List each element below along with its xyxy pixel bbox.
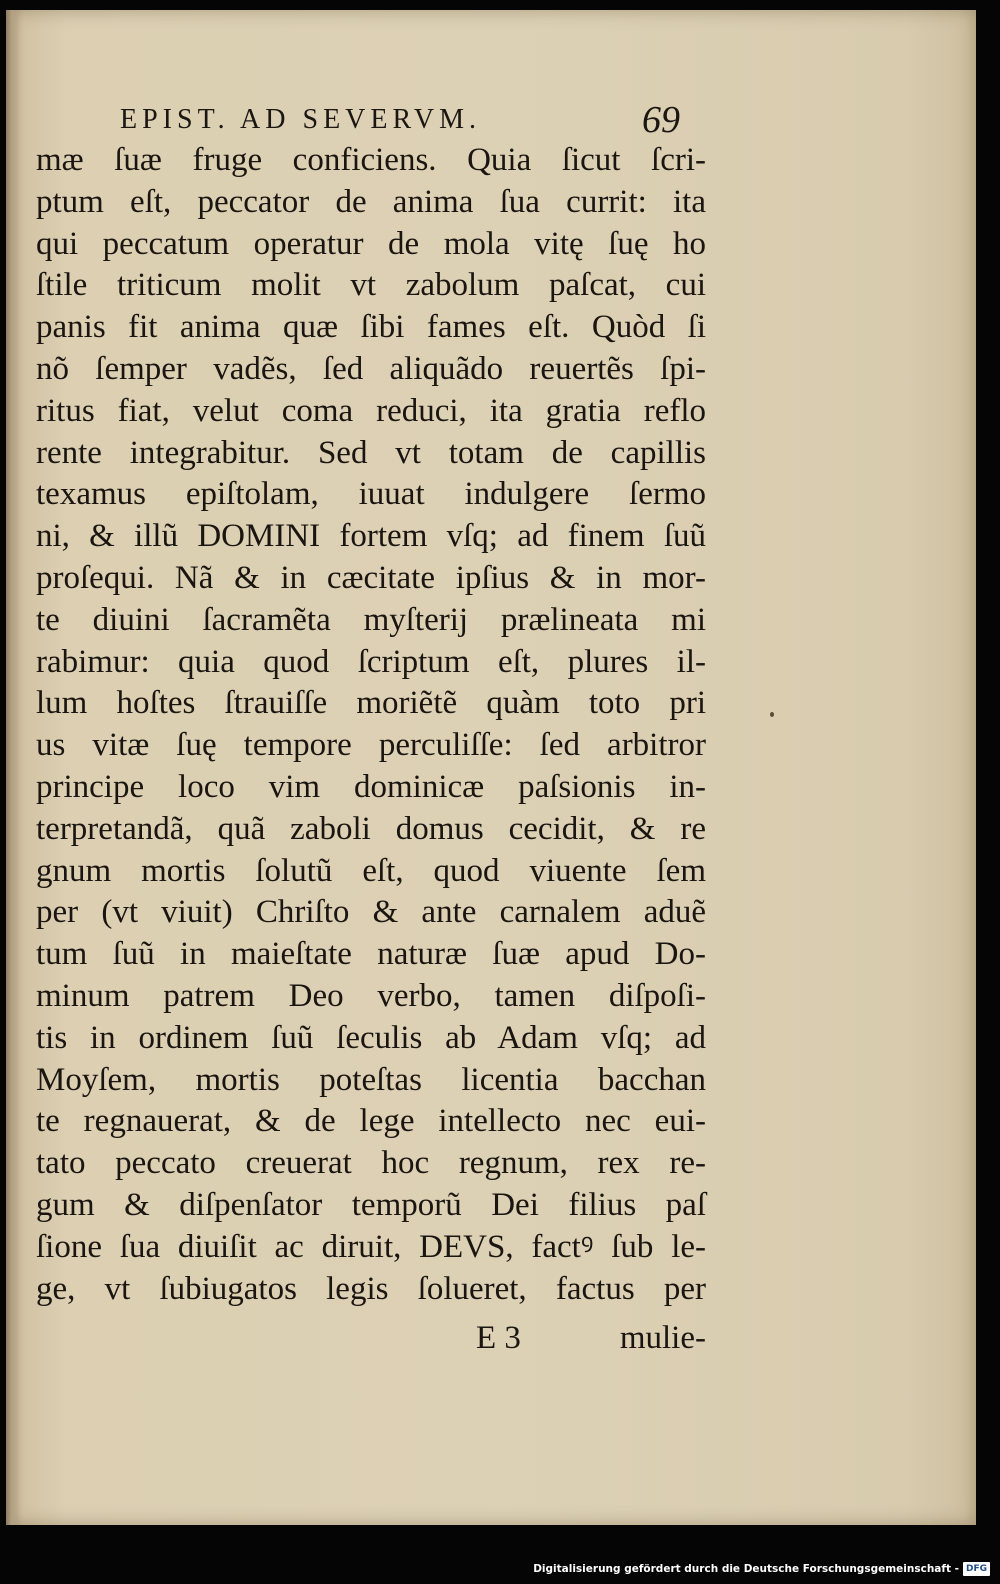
text-line: texamus epiſtolam, iuuat indulgere ſermo: [36, 476, 706, 513]
page-gutter-edge: [6, 10, 20, 1525]
page-footer: [36, 1320, 706, 1364]
text-line: te diuini ſacramẽta myſterij prælineata mi: [36, 601, 706, 638]
text-line: tato peccato creuerat hoc regnum, rex re-: [36, 1145, 706, 1182]
signature-mark: E 3: [476, 1320, 521, 1356]
text-line: lum hoſtes ſtrauiſſe moriẽtẽ quàm toto pri: [36, 685, 706, 722]
text-line: principe loco vim dominicæ paſsionis in-: [36, 768, 706, 805]
dfg-logo-icon: DFG: [963, 1562, 990, 1576]
text-line: panis fit anima quæ ſibi fames eſt. Quòd ſi: [36, 309, 706, 346]
text-line: nõ ſemper vadẽs, ſed aliquãdo reuertẽs ſpi-: [36, 350, 706, 387]
text-line: te regnauerat, & de lege intellecto nec eui-: [36, 1103, 706, 1140]
text-line: minum patrem Deo verbo, tamen diſpoſi-: [36, 977, 706, 1014]
text-line: tum ſuũ in maieſtate naturæ ſuæ apud Do-: [36, 936, 706, 973]
text-line: gnum mortis ſolutũ eſt, quod viuente ſem: [36, 852, 706, 889]
folio-number: 69: [642, 99, 680, 141]
text-line: Moyſem, mortis poteſtas licentia bacchan: [36, 1061, 706, 1098]
text-block: [36, 140, 706, 1310]
text-line: ſione ſua diuiſit ac diruit, DEVS, factꝰ ſub le-: [36, 1228, 706, 1265]
text-line: per (vt viuit) Chriſto & ante carnalem aduẽ: [36, 894, 706, 931]
digitization-credit: [533, 1558, 990, 1580]
text-line: us vitæ ſuę tempore perculiſſe: ſed arbitror: [36, 727, 706, 764]
text-line: mæ ſuæ fruge conficiens. Quia ſicut ſcri-: [36, 142, 706, 178]
text-line: terpretandã, quã zaboli domus cecidit, & re: [36, 810, 706, 847]
text-line: ni, & illũ DOMINI fortem vſq; ad finem ſuũ: [36, 518, 706, 555]
text-line: ſtile triticum molit vt zabolum paſcat, cui: [36, 267, 706, 304]
text-line: ptum eſt, peccator de anima ſua currit: ita: [36, 183, 706, 220]
running-head: [120, 96, 680, 140]
text-line: gum & diſpenſator temporũ Dei filius paſ: [36, 1186, 706, 1223]
text-line: qui peccatum operatur de mola vitę ſuę ho: [36, 225, 706, 262]
credit-text: Digitalisierung gefördert durch die Deutsche Forschungsgemeinschaft -: [533, 1563, 959, 1575]
text-line: ritus fiat, velut coma reduci, ita gratia reflo: [36, 392, 706, 429]
paper-speck: [770, 712, 774, 717]
text-line: tis in ordinem ſuũ ſeculis ab Adam vſq; ad: [36, 1019, 706, 1056]
running-title: EPIST. AD SEVERVM.: [120, 104, 482, 135]
text-line: rabimur: quia quod ſcriptum eſt, plures il-: [36, 643, 706, 680]
text-line: rente integrabitur. Sed vt totam de capillis: [36, 434, 706, 471]
text-line: proſequi. Nã & in cæcitate ipſius & in mor-: [36, 559, 706, 596]
catchword: mulie-: [619, 1320, 706, 1356]
text-line: ge, vt ſubiugatos legis ſolueret, factus per: [36, 1270, 706, 1307]
